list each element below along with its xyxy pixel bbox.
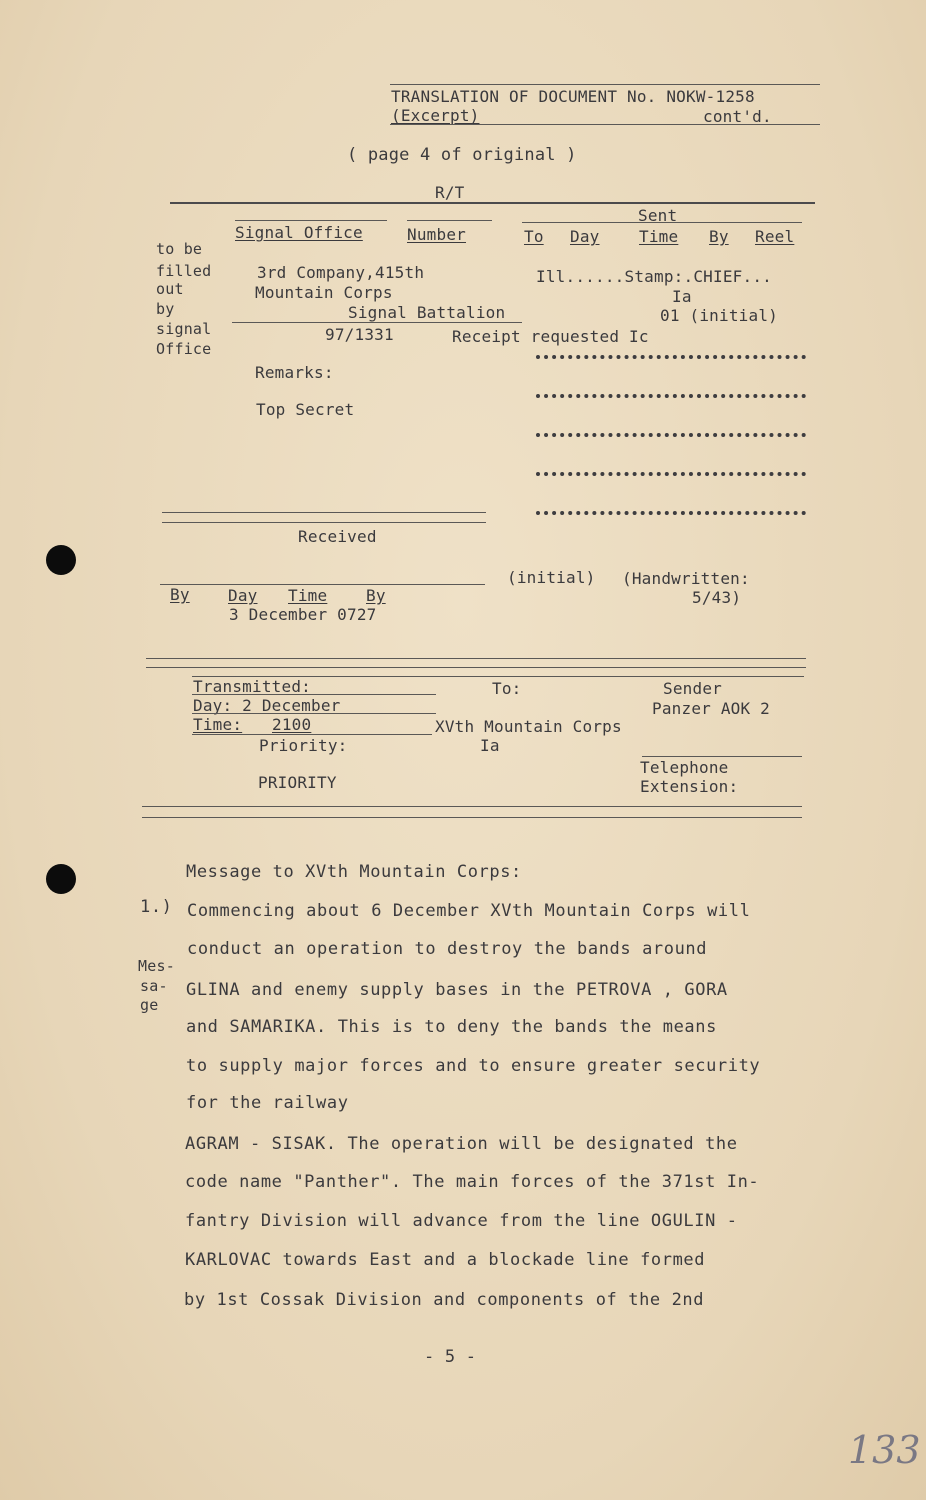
col-by: By [709, 227, 729, 246]
handwritten-note-1: (Handwritten: [622, 569, 750, 588]
message-line: to supply major forces and to ensure greater security [186, 1056, 761, 1076]
transmit-rule-5 [142, 817, 802, 818]
recv-day-label: Day [228, 586, 258, 605]
header-rule-bottom [390, 124, 820, 125]
page-number: - 5 - [424, 1347, 477, 1367]
sender-value: Panzer AOK 2 [652, 699, 770, 718]
unit-rule [232, 322, 522, 323]
number-rule [407, 220, 492, 221]
col-number: Number [407, 225, 466, 244]
dotted-line-4 [536, 472, 806, 476]
signal-office-rule [235, 220, 387, 221]
col-reel: Reel [755, 227, 795, 246]
transmit-time-value: 2100 [272, 715, 312, 734]
side-note-6: Office [156, 340, 212, 358]
message-number: 97/1331 [325, 325, 394, 344]
telephone-rule [642, 756, 802, 757]
recv-time-label: Time [288, 586, 328, 605]
remarks-value: Top Secret [256, 400, 355, 419]
priority-value: PRIORITY [258, 773, 337, 792]
to-value: XVth Mountain Corps [435, 717, 622, 736]
stamp-line: Ill......Stamp:.CHIEF... [536, 267, 772, 286]
message-line: code name "Panther". The main forces of the 371st In- [185, 1172, 760, 1192]
punch-hole-bottom [46, 864, 76, 894]
remarks-label: Remarks: [255, 363, 334, 382]
transmit-rule-4 [142, 806, 802, 807]
message-line: and SAMARIKA. This is to deny the bands the means [186, 1017, 717, 1037]
sender-unit-line-3: Signal Battalion [348, 303, 506, 322]
dotted-line-5 [536, 511, 806, 515]
dotted-line-2 [536, 394, 806, 398]
transmit-day: Day: 2 December [193, 696, 341, 715]
to-label: To: [492, 679, 522, 698]
side-note-1: to be [156, 240, 203, 258]
dotted-line-3 [536, 433, 806, 437]
side-note-4: by [156, 300, 175, 318]
received-rule-2 [162, 522, 486, 523]
telephone-label: Telephone [640, 758, 729, 777]
extension-label: Extension: [640, 777, 739, 796]
transmitted-label: Transmitted: [193, 677, 311, 696]
received-label: Received [298, 527, 377, 546]
handwritten-folio-number: 133 [848, 1428, 921, 1472]
excerpt-label: (Excerpt) [391, 106, 480, 125]
message-heading: Message to XVth Mountain Corps: [186, 862, 522, 882]
transmit-rule-2 [146, 667, 806, 668]
stamp-ia: Ia [672, 287, 692, 306]
margin-label-3: ge [140, 996, 159, 1014]
recv-rule [160, 584, 485, 585]
received-rule-1 [162, 512, 486, 513]
page-of-original: ( page 4 of original ) [347, 145, 577, 165]
transmit-time-label: Time: [193, 715, 243, 734]
priority-label: Priority: [259, 736, 348, 755]
sender-unit-line-1: 3rd Company,415th [257, 263, 425, 282]
transmitted-rule [192, 694, 436, 695]
message-line: KARLOVAC towards East and a blockade line formed [185, 1250, 706, 1270]
item-number: 1.) [140, 897, 173, 917]
side-note-5: signal [156, 320, 212, 338]
col-signal-office: Signal Office [235, 223, 363, 242]
message-line: AGRAM - SISAK. The operation will be designated the [185, 1134, 738, 1154]
message-line: conduct an operation to destroy the bands around [187, 939, 708, 959]
rt-rule [170, 202, 815, 204]
message-line: by 1st Cossak Division and components of the 2nd [184, 1290, 705, 1310]
transmit-rule-1 [146, 658, 806, 659]
contd-label: cont'd. [703, 107, 772, 126]
header-rule-top [390, 84, 820, 85]
col-day: Day [570, 227, 600, 246]
margin-label-1: Mes- [138, 957, 175, 975]
message-line: Commencing about 6 December XVth Mountain Corps will [187, 901, 751, 921]
side-note-2: filled [156, 262, 212, 280]
col-to: To [524, 227, 544, 246]
recv-by2-label: By [366, 586, 386, 605]
punch-hole-top [46, 545, 76, 575]
margin-label-2: sa- [140, 977, 168, 995]
sent-rule [522, 222, 802, 223]
initial-01: 01 (initial) [660, 306, 778, 325]
day-rule [192, 713, 436, 714]
message-line: GLINA and enemy supply bases in the PETROVA , GORA [186, 980, 728, 1000]
sent-label: Sent [638, 206, 678, 225]
initial-label: (initial) [507, 568, 596, 587]
rt-label: R/T [435, 183, 465, 202]
receipt-requested: Receipt requested Ic [452, 327, 649, 346]
dotted-line-1 [536, 355, 806, 359]
sender-unit-line-2: Mountain Corps [255, 283, 393, 302]
side-note-3: out [156, 280, 184, 298]
document-title: TRANSLATION OF DOCUMENT No. NOKW-1258 [391, 87, 755, 106]
message-line: fantry Division will advance from the line OGULIN - [185, 1211, 738, 1231]
recv-by-label: By [170, 585, 190, 604]
sender-label: Sender [663, 679, 722, 698]
message-line: for the railway [186, 1093, 349, 1113]
col-time: Time [639, 227, 679, 246]
recv-value: 3 December 0727 [229, 605, 377, 624]
handwritten-note-2: 5/43) [692, 588, 742, 607]
time-rule [192, 734, 432, 735]
to-ia: Ia [480, 736, 500, 755]
